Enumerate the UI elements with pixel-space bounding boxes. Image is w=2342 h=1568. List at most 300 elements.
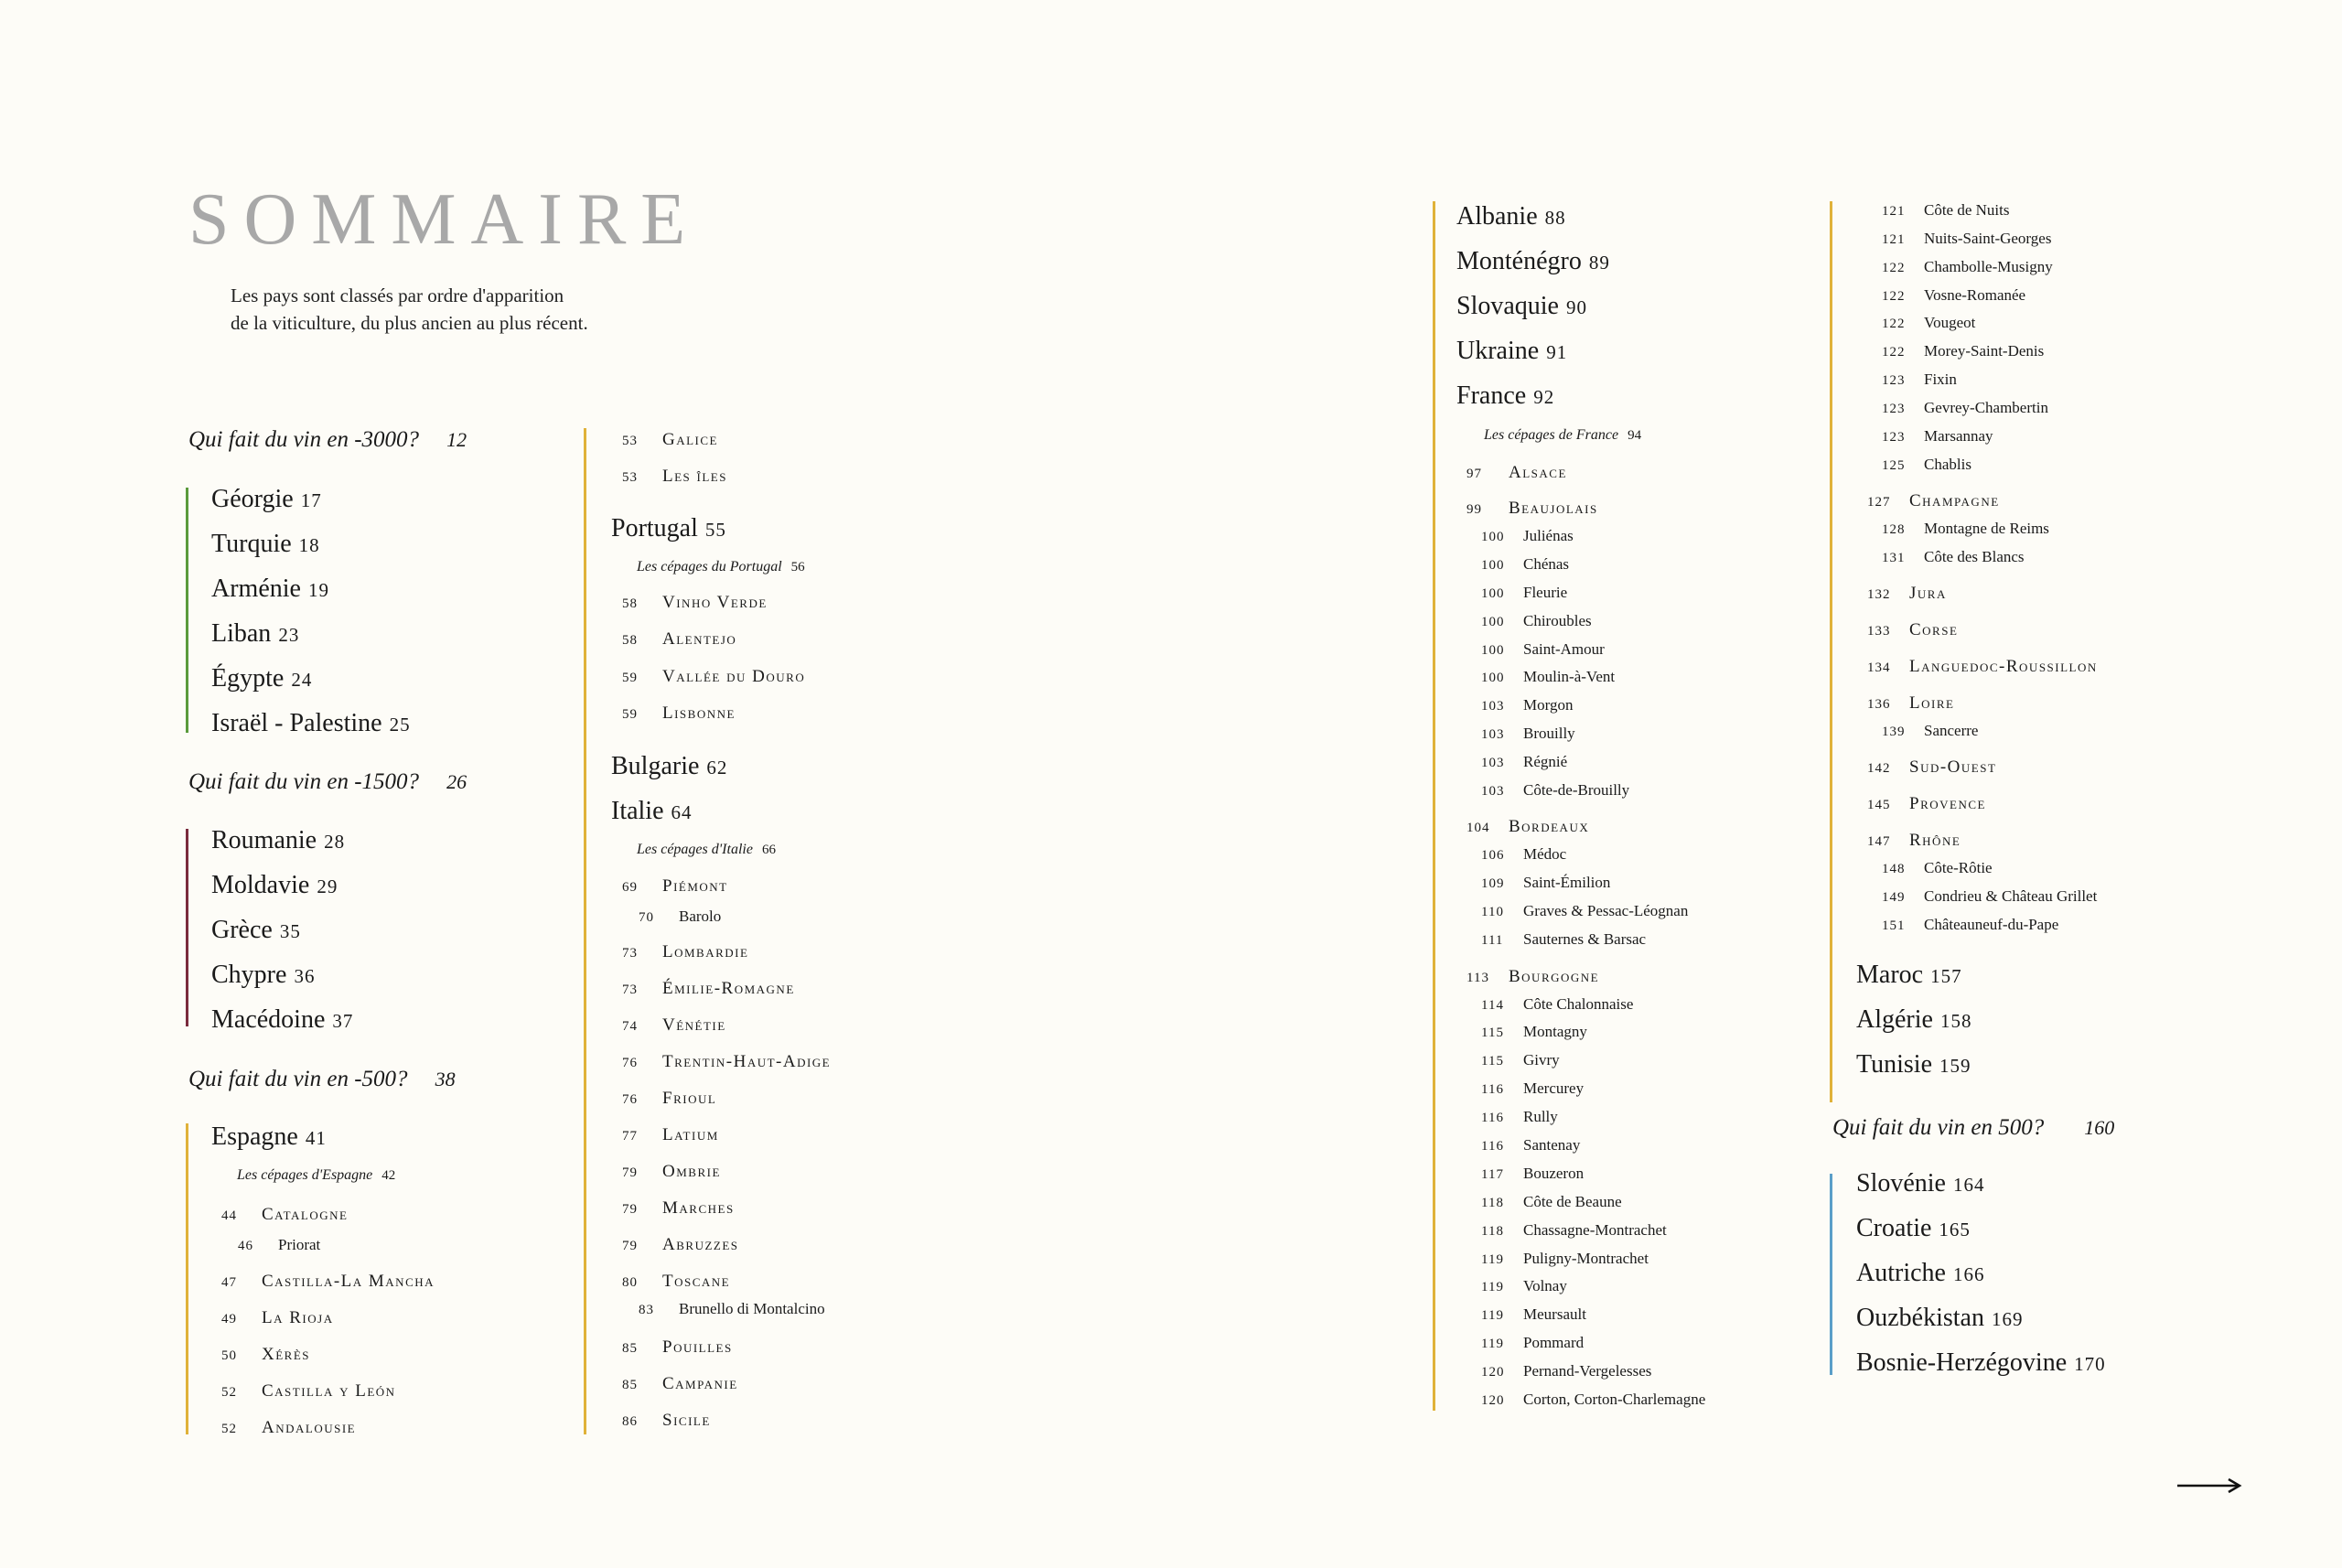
sub-region-page-number: 122 <box>1882 345 1906 360</box>
country-name: Portugal <box>611 514 698 542</box>
sub-region-page-number: 117 <box>1481 1167 1504 1182</box>
sub-region-page-number: 103 <box>1481 699 1505 714</box>
country-name: Croatie <box>1856 1214 1932 1242</box>
sub-region-entry[interactable] <box>1481 725 1575 742</box>
country-entry[interactable] <box>211 962 315 988</box>
country-name: Algérie <box>1856 1005 1933 1034</box>
country-page-number: 88 <box>1544 207 1566 229</box>
grape-varieties-entry[interactable] <box>637 559 805 575</box>
sub-region-entry[interactable] <box>639 908 721 925</box>
grape-varieties-entry[interactable] <box>237 1167 395 1184</box>
sub-region-page-number: 139 <box>1882 725 1906 739</box>
region-page-number: 53 <box>622 434 638 448</box>
region-entry[interactable] <box>1466 499 1598 517</box>
country-entry[interactable] <box>211 918 301 943</box>
sub-region-page-number: 151 <box>1882 918 1906 933</box>
sub-region-entry[interactable] <box>1481 1335 1584 1351</box>
region-name: Trentin-Haut-Adige <box>662 1052 832 1071</box>
page-title: SOMMAIRE <box>188 179 701 260</box>
country-entry[interactable] <box>1456 204 1566 230</box>
country-page-number: 62 <box>706 757 728 779</box>
country-name: Autriche <box>1856 1259 1946 1287</box>
country-entry[interactable] <box>211 828 345 854</box>
country-entry[interactable] <box>211 532 320 557</box>
sub-region-entry[interactable] <box>1882 343 2044 360</box>
region-entry[interactable] <box>221 1309 334 1326</box>
region-page-number: 49 <box>221 1312 237 1326</box>
region-page-number: 99 <box>1466 502 1482 517</box>
sub-region-entry[interactable] <box>1481 931 1646 948</box>
country-page-number: 166 <box>1952 1263 1985 1285</box>
region-entry[interactable] <box>622 1090 716 1107</box>
region-entry[interactable] <box>622 431 718 448</box>
sub-region-entry[interactable] <box>1882 917 2058 933</box>
region-name: Loire <box>1909 693 1955 713</box>
era-heading[interactable] <box>188 1067 456 1092</box>
country-entry[interactable] <box>1856 1350 2106 1376</box>
country-page-number: 170 <box>2074 1353 2106 1375</box>
sub-region-entry[interactable] <box>1481 1222 1667 1239</box>
sub-region-entry[interactable] <box>1481 641 1605 658</box>
section-divider <box>1830 1174 1832 1375</box>
region-entry[interactable] <box>622 1163 721 1180</box>
country-page-number: 55 <box>704 519 726 541</box>
region-entry[interactable] <box>1867 795 1986 812</box>
era-heading[interactable] <box>188 427 467 453</box>
region-entry[interactable] <box>221 1206 348 1223</box>
country-name: Ouzbékistan <box>1856 1304 1984 1332</box>
region-page-number: 76 <box>622 1056 638 1070</box>
section-divider <box>1830 201 1832 1102</box>
sub-region-entry[interactable] <box>1481 875 1610 891</box>
country-name: Tunisie <box>1856 1050 1933 1079</box>
sub-region-name: Fixin <box>1924 371 1957 388</box>
country-name: Italie <box>611 797 664 825</box>
sub-region-page-number: 118 <box>1481 1196 1504 1210</box>
sub-region-entry[interactable] <box>1481 754 1567 770</box>
region-entry[interactable] <box>1867 621 1958 639</box>
sub-region-entry[interactable] <box>1481 697 1573 714</box>
era-label: Qui fait du vin en -500? <box>188 1067 408 1091</box>
region-page-number: 58 <box>622 596 638 611</box>
sub-region-name: Juliénas <box>1523 527 1574 544</box>
sub-region-page-number: 120 <box>1481 1365 1505 1380</box>
region-page-number: 113 <box>1466 971 1489 985</box>
country-page-number: 165 <box>1939 1219 1971 1240</box>
region-page-number: 76 <box>622 1092 638 1107</box>
country-page-number: 158 <box>1939 1010 1972 1032</box>
grape-varieties-page-number: 94 <box>1628 428 1642 443</box>
sub-region-entry[interactable] <box>1481 1137 1580 1154</box>
region-page-number: 79 <box>622 1239 638 1253</box>
sub-region-page-number: 103 <box>1481 756 1505 770</box>
country-page-number: 91 <box>1546 341 1568 363</box>
sub-region-entry[interactable] <box>1882 315 1975 331</box>
region-name: Piémont <box>662 876 728 896</box>
sub-region-page-number: 70 <box>639 910 654 925</box>
section-divider <box>186 1123 188 1434</box>
region-entry[interactable] <box>221 1346 310 1363</box>
region-page-number: 133 <box>1867 624 1891 639</box>
region-entry[interactable] <box>622 630 736 648</box>
sub-region-name: Marsannay <box>1924 427 1993 445</box>
region-name: Provence <box>1909 794 1986 813</box>
country-entry[interactable] <box>211 576 329 602</box>
sub-region-page-number: 115 <box>1481 1026 1504 1040</box>
region-entry[interactable] <box>221 1273 435 1290</box>
region-page-number: 147 <box>1867 834 1891 849</box>
sub-region-page-number: 100 <box>1481 671 1505 685</box>
sub-region-name: Saint-Amour <box>1523 640 1605 658</box>
sub-region-page-number: 100 <box>1481 530 1505 544</box>
region-page-number: 85 <box>622 1378 638 1392</box>
sub-region-name: Côte de Beaune <box>1523 1193 1622 1210</box>
region-page-number: 97 <box>1466 467 1482 481</box>
region-page-number: 44 <box>221 1208 237 1223</box>
sub-region-page-number: 100 <box>1481 586 1505 601</box>
sub-region-entry[interactable] <box>1481 1194 1622 1210</box>
country-entry[interactable] <box>1456 383 1554 409</box>
sub-region-entry[interactable] <box>1882 549 2025 565</box>
region-name: Sicile <box>662 1411 711 1430</box>
country-entry[interactable] <box>1456 249 1610 274</box>
region-entry[interactable] <box>1466 968 1599 985</box>
region-name: Marches <box>662 1198 735 1218</box>
country-page-number: 90 <box>1566 296 1587 318</box>
region-entry[interactable] <box>622 467 727 485</box>
country-page-number: 28 <box>324 831 346 853</box>
region-page-number: 59 <box>622 671 638 685</box>
sub-region-entry[interactable] <box>1882 521 2049 537</box>
sub-region-page-number: 122 <box>1882 261 1906 275</box>
sub-region-name: Rully <box>1523 1108 1558 1125</box>
country-entry[interactable] <box>211 873 338 898</box>
country-page-number: 17 <box>300 489 322 511</box>
sub-region-name: Morgon <box>1523 696 1574 714</box>
country-entry[interactable] <box>1456 294 1587 319</box>
country-entry[interactable] <box>1856 1216 1971 1241</box>
sub-region-entry[interactable] <box>1481 1109 1558 1125</box>
sub-region-entry[interactable] <box>1481 846 1566 863</box>
country-entry[interactable] <box>611 754 727 779</box>
sub-region-entry[interactable] <box>1481 1391 1705 1408</box>
region-entry[interactable] <box>622 877 728 895</box>
sub-region-entry[interactable] <box>639 1301 825 1317</box>
sub-region-page-number: 118 <box>1481 1224 1504 1239</box>
sub-region-entry[interactable] <box>1481 1165 1584 1182</box>
country-entry[interactable] <box>611 799 693 824</box>
country-page-number: 19 <box>307 579 329 601</box>
era-page-number: 160 <box>2084 1116 2115 1139</box>
country-entry[interactable] <box>1856 1171 1985 1197</box>
region-name: Alentejo <box>662 629 737 649</box>
region-name: La Rioja <box>262 1308 334 1327</box>
sub-region-entry[interactable] <box>1882 400 2048 416</box>
region-name: Ombrie <box>662 1162 721 1181</box>
sub-region-entry[interactable] <box>1882 202 2010 219</box>
country-entry[interactable] <box>211 1007 353 1033</box>
grape-varieties-label: Les cépages de France <box>1484 427 1619 443</box>
region-entry[interactable] <box>1867 758 1996 776</box>
region-page-number: 104 <box>1466 821 1490 835</box>
sub-region-name: Chénas <box>1523 555 1570 573</box>
sub-region-entry[interactable] <box>1481 556 1569 573</box>
sub-region-entry[interactable] <box>1882 723 1978 739</box>
country-entry[interactable] <box>211 487 322 512</box>
page-subtitle <box>231 282 588 337</box>
region-entry[interactable] <box>622 1375 738 1392</box>
grape-varieties-entry[interactable] <box>1484 427 1641 444</box>
sub-region-name: Morey-Saint-Denis <box>1924 342 2045 360</box>
era-label: Qui fait du vin en -1500? <box>188 769 420 794</box>
sub-region-page-number: 128 <box>1882 522 1906 537</box>
region-entry[interactable] <box>622 1199 735 1217</box>
region-page-number: 79 <box>622 1165 638 1180</box>
country-entry[interactable] <box>1456 338 1567 364</box>
region-entry[interactable] <box>1466 464 1567 481</box>
country-name: Liban <box>211 619 272 648</box>
sub-region-name: Priorat <box>278 1236 321 1253</box>
grape-varieties-label: Les cépages du Portugal <box>637 559 782 575</box>
country-entry[interactable] <box>211 666 312 692</box>
sub-region-entry[interactable] <box>1481 1052 1560 1069</box>
sub-region-name: Mercurey <box>1523 1079 1585 1097</box>
sub-region-name: Pommard <box>1523 1334 1585 1351</box>
sub-region-name: Côte-Rôtie <box>1924 859 1993 876</box>
country-entry[interactable] <box>1856 1052 1971 1078</box>
country-page-number: 64 <box>671 801 693 823</box>
region-page-number: 53 <box>622 470 638 485</box>
country-name: Arménie <box>211 575 301 603</box>
region-entry[interactable] <box>622 1273 730 1290</box>
region-name: Castilla y León <box>262 1381 396 1401</box>
country-page-number: 24 <box>291 669 313 691</box>
subtitle-line: Les pays sont classés par ordre d'apparition <box>231 285 564 306</box>
region-name: Rhône <box>1909 831 1961 850</box>
sub-region-page-number: 100 <box>1481 558 1505 573</box>
sub-region-entry[interactable] <box>238 1237 320 1253</box>
sub-region-name: Puligny-Montrachet <box>1523 1250 1649 1267</box>
sub-region-page-number: 103 <box>1481 784 1505 799</box>
sub-region-page-number: 123 <box>1882 402 1906 416</box>
sub-region-page-number: 121 <box>1882 232 1906 247</box>
country-entry[interactable] <box>211 711 411 736</box>
region-name: Émilie-Romagne <box>662 979 795 998</box>
grape-varieties-entry[interactable] <box>637 842 776 858</box>
sub-region-page-number: 125 <box>1882 458 1906 473</box>
region-name: Galice <box>662 430 718 449</box>
region-entry[interactable] <box>1867 832 1961 849</box>
sub-region-entry[interactable] <box>1481 1278 1567 1294</box>
region-page-number: 132 <box>1867 587 1891 602</box>
sub-region-name: Saint-Émilion <box>1523 874 1611 891</box>
sub-region-name: Brouilly <box>1523 725 1575 742</box>
sub-region-name: Nuits-Saint-Georges <box>1924 230 2052 247</box>
sub-region-page-number: 119 <box>1481 1252 1504 1267</box>
region-entry[interactable] <box>622 704 736 722</box>
sub-region-page-number: 148 <box>1882 862 1906 876</box>
region-entry[interactable] <box>1867 694 1954 712</box>
sub-region-name: Côte des Blancs <box>1924 548 2025 565</box>
region-name: Campanie <box>662 1374 738 1393</box>
region-page-number: 127 <box>1867 495 1891 510</box>
sub-region-page-number: 121 <box>1882 204 1906 219</box>
region-entry[interactable] <box>1466 818 1589 835</box>
region-name: Castilla-La Mancha <box>262 1272 435 1291</box>
sub-region-entry[interactable] <box>1481 996 1633 1013</box>
country-page-number: 37 <box>332 1010 354 1032</box>
sub-region-entry[interactable] <box>1882 287 2025 304</box>
sub-region-name: Santenay <box>1523 1136 1581 1154</box>
sub-region-page-number: 103 <box>1481 727 1505 742</box>
sub-region-page-number: 100 <box>1481 643 1505 658</box>
country-name: Grèce <box>211 916 273 944</box>
grape-varieties-label: Les cépages d'Espagne <box>237 1167 373 1183</box>
country-page-number: 159 <box>1939 1055 1971 1077</box>
sub-region-page-number: 122 <box>1882 289 1906 304</box>
sub-region-entry[interactable] <box>1481 585 1567 601</box>
country-entry[interactable] <box>1856 962 1962 988</box>
region-entry[interactable] <box>622 1338 733 1356</box>
region-name: Lombardie <box>662 942 749 961</box>
country-name: Espagne <box>211 1122 298 1151</box>
sub-region-entry[interactable] <box>1481 528 1574 544</box>
region-name: Vallée du Douro <box>662 667 806 686</box>
sub-region-entry[interactable] <box>1481 1080 1584 1097</box>
region-entry[interactable] <box>1867 492 2000 510</box>
region-name: Vinho Verde <box>662 593 768 612</box>
sub-region-name: Chambolle-Musigny <box>1924 258 2053 275</box>
region-name: Les îles <box>662 467 727 486</box>
sub-region-name: Sauternes & Barsac <box>1523 930 1647 948</box>
region-entry[interactable] <box>622 1412 711 1429</box>
sub-region-page-number: 115 <box>1481 1054 1504 1069</box>
region-page-number: 142 <box>1867 761 1891 776</box>
sub-region-name: Côte-de-Brouilly <box>1523 781 1630 799</box>
region-name: Jura <box>1909 584 1947 603</box>
country-page-number: 23 <box>278 624 300 646</box>
era-page-number: 26 <box>446 770 467 793</box>
region-entry[interactable] <box>1867 658 2098 675</box>
region-page-number: 85 <box>622 1341 638 1356</box>
region-page-number: 77 <box>622 1129 638 1144</box>
region-entry[interactable] <box>622 1016 726 1034</box>
sub-region-entry[interactable] <box>1481 1024 1587 1040</box>
section-divider <box>186 488 188 733</box>
sub-region-name: Chiroubles <box>1523 612 1592 629</box>
sub-region-name: Médoc <box>1523 845 1567 863</box>
sub-region-entry[interactable] <box>1882 428 1993 445</box>
country-page-number: 169 <box>1991 1308 2024 1330</box>
region-name: Sud-Ouest <box>1909 757 1997 777</box>
sub-region-entry[interactable] <box>1481 613 1592 629</box>
sub-region-page-number: 114 <box>1481 998 1504 1013</box>
era-heading[interactable] <box>1832 1115 2114 1141</box>
country-entry[interactable] <box>1856 1305 2023 1331</box>
region-page-number: 80 <box>622 1275 638 1290</box>
region-name: Bourgogne <box>1509 967 1600 986</box>
sub-region-entry[interactable] <box>1882 231 2051 247</box>
sub-region-entry[interactable] <box>1481 903 1688 919</box>
country-entry[interactable] <box>611 516 726 542</box>
country-page-number: 36 <box>294 965 316 987</box>
era-label: Qui fait du vin en 500? <box>1832 1115 2045 1140</box>
country-name: Maroc <box>1856 961 1924 989</box>
country-entry[interactable] <box>1856 1261 1984 1286</box>
sub-region-page-number: 100 <box>1481 615 1505 629</box>
region-entry[interactable] <box>622 1236 739 1253</box>
sub-region-entry[interactable] <box>1481 1306 1586 1323</box>
country-name: Chypre <box>211 961 287 989</box>
country-page-number: 92 <box>1533 386 1555 408</box>
region-entry[interactable] <box>622 980 795 997</box>
region-name: Languedoc-Roussillon <box>1909 657 2098 676</box>
sub-region-name: Montagne de Reims <box>1924 520 2049 537</box>
arrow-right-icon[interactable] <box>2177 1477 2243 1495</box>
country-entry[interactable] <box>211 1124 327 1150</box>
country-name: Bosnie-Herzégovine <box>1856 1348 2068 1377</box>
sub-region-name: Volnay <box>1523 1277 1567 1294</box>
region-entry[interactable] <box>622 668 805 685</box>
sub-region-entry[interactable] <box>1882 371 1957 388</box>
sub-region-name: Vougeot <box>1924 314 1976 331</box>
sub-region-entry[interactable] <box>1481 782 1629 799</box>
sub-region-name: Corton, Corton-Charlemagne <box>1523 1391 1706 1408</box>
region-entry[interactable] <box>622 1126 719 1144</box>
sub-region-page-number: 110 <box>1481 905 1504 919</box>
sub-region-name: Montagny <box>1523 1023 1587 1040</box>
region-page-number: 52 <box>221 1385 237 1400</box>
region-entry[interactable] <box>622 943 748 961</box>
country-name: Ukraine <box>1456 337 1540 365</box>
region-name: Bordeaux <box>1509 817 1590 836</box>
sub-region-page-number: 122 <box>1882 317 1906 331</box>
sub-region-entry[interactable] <box>1481 1363 1651 1380</box>
sub-region-name: Brunello di Montalcino <box>679 1300 825 1317</box>
region-name: Lisbonne <box>662 703 736 723</box>
sub-region-name: Barolo <box>679 908 722 925</box>
region-entry[interactable] <box>622 1053 831 1070</box>
region-page-number: 59 <box>622 707 638 722</box>
country-name: Géorgie <box>211 485 294 513</box>
grape-varieties-label: Les cépages d'Italie <box>637 842 753 857</box>
country-entry[interactable] <box>211 621 299 647</box>
sub-region-name: Meursault <box>1523 1305 1586 1323</box>
region-entry[interactable] <box>221 1419 356 1436</box>
region-entry[interactable] <box>1867 585 1947 602</box>
sub-region-entry[interactable] <box>1882 888 2097 905</box>
sub-region-page-number: 106 <box>1481 848 1505 863</box>
country-name: Roumanie <box>211 826 317 854</box>
sub-region-entry[interactable] <box>1481 669 1615 685</box>
subtitle-line: de la viticulture, du plus ancien au plus récent. <box>231 312 588 334</box>
sub-region-entry[interactable] <box>1882 456 1971 473</box>
country-entry[interactable] <box>1856 1007 1971 1033</box>
region-entry[interactable] <box>221 1382 396 1400</box>
sub-region-page-number: 119 <box>1481 1308 1504 1323</box>
region-name: Alsace <box>1509 463 1567 482</box>
region-entry[interactable] <box>622 594 768 611</box>
sub-region-entry[interactable] <box>1882 259 2053 275</box>
sub-region-entry[interactable] <box>1481 1251 1649 1267</box>
sub-region-name: Côte de Nuits <box>1924 201 2010 219</box>
region-page-number: 74 <box>622 1019 638 1034</box>
era-heading[interactable] <box>188 769 467 795</box>
sub-region-entry[interactable] <box>1882 860 1993 876</box>
region-name: Abruzzes <box>662 1235 739 1254</box>
sub-region-page-number: 83 <box>639 1303 654 1317</box>
country-name: Macédoine <box>211 1005 326 1034</box>
